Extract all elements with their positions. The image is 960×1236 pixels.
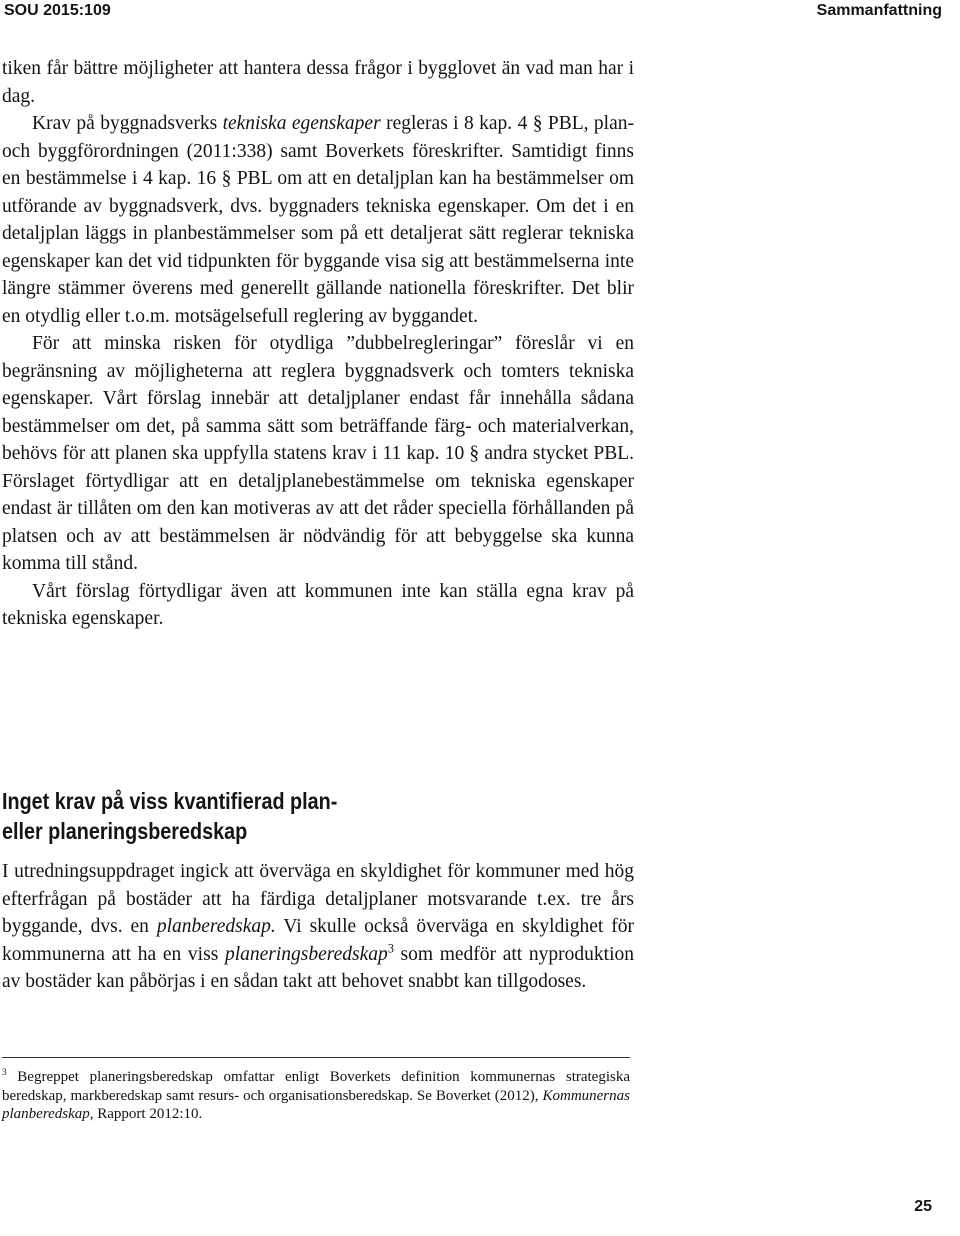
footnote-reference[interactable]: 3	[387, 941, 394, 955]
footnote-emphasis: Kommunernas planberedskap,	[2, 1087, 630, 1122]
section-heading: Inget krav på viss kvantifierad plan- eller planeringsberedskap	[2, 788, 338, 844]
footnote: $^3$ Begreppet planeringsberedskap omfattar enligt Boverkets definition kommunernas strategiska beredskap, markberedskap samt resurs- och organisationsberedskap. Se Boverket (2012), Kommunernas planberedskap, Rapport 2012:10.	[2, 1068, 630, 1122]
report-id: SOU 2015:109	[4, 2, 111, 19]
paragraph-3: För att minska risken för otydliga ”dubbelregleringar” föreslår vi en begränsning av möjligheterna att reglera byggnadsverk och tomters tekniska egenskaper. Vårt förslag innebär att detaljplaner endast får innehålla sådana bestämmelser om det, på samma sätt som beträffande färg- och materialverkan, behövs för att planen ska uppfylla statens krav i 11 kap. 10 § andra stycket PBL. Förslaget förtydligar att en detaljplanebestämmelse om tekniska egenskaper endast är tillåten om den kan motiveras av att det råder speciella förhållanden på platsen och av att bestämmelsen är nödvändig för att bebyggelse ska kunna komma till stånd.	[2, 333, 634, 574]
footnote-marker: 3	[2, 1068, 7, 1078]
body-text	[2, 55, 634, 633]
emphasis-tekniska-egenskaper: tekniska egenskaper	[222, 113, 381, 134]
footnote-divider	[2, 1057, 630, 1058]
paragraph-2: Krav på byggnadsverks tekniska egenskaper regleras i 8 kap. 4 § PBL, plan- och byggförordningen (2011:338) samt Boverkets föreskrifter. Samtidigt finns en bestämmelse i 4 kap. 16 § PBL om att en detaljplan kan ha bestämmelser om utförande av byggnadsverk, dvs. byggnaders tekniska egenskaper. Om det i en detaljplan läggs in planbestämmelser som på ett detaljerat sätt reglerar tekniska egenskaper kan det vid tidpunkten för byggande visa sig att bestämmelserna inte längre stämmer överens med generellt gällande nationella föreskrifter. Det blir en otydlig eller t.o.m. motsägelsefull reglering av byggandet.	[2, 113, 634, 327]
emphasis-planberedskap: planberedskap.	[156, 916, 276, 937]
section-label: Sammanfattning	[816, 2, 942, 19]
paragraph-4: Vårt förslag förtydligar även att kommunen inte kan ställa egna krav på tekniska egenskaper.	[2, 580, 634, 629]
section-paragraph: I utredningsuppdraget ingick att överväga en skyldighet för kommuner med hög efterfrågan på bostäder att ha färdiga detaljplaner motsvarande t.ex. tre års byggande, dvs. en planberedskap. Vi skulle också överväga en skyldighet för kommunerna att ha en viss planeringsberedskap$^3$ som medför att nyproduktion av bostäder kan påbörjas i en sådan takt att behovet snabbt kan tillgodoses.	[2, 861, 634, 992]
page-number: 25	[914, 1198, 932, 1215]
page-header	[0, 0, 960, 32]
paragraph-1: tiken får bättre möjligheter att hantera dessa frågor i bygglovet än vad man har i dag.	[2, 58, 634, 107]
emphasis-planeringsberedskap: planeringsberedskap	[224, 943, 388, 965]
section-text	[2, 858, 634, 996]
